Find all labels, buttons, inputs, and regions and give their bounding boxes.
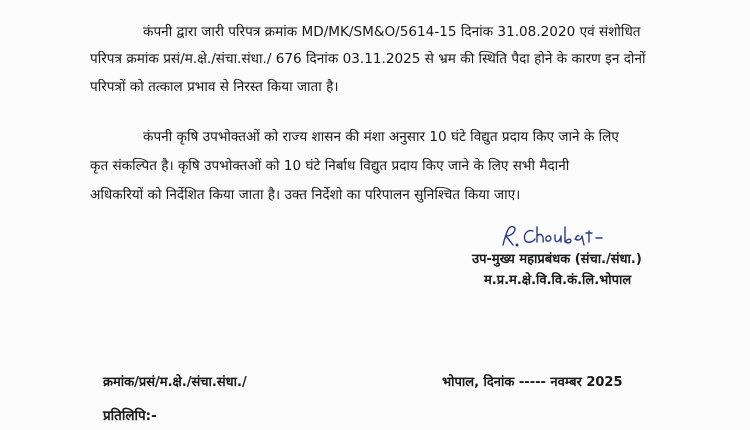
paragraph2-line1: कंपनी कृषि उपभोक्तओं को राज्य शासन की मंशा अनुसार 10 घंटे विद्युत प्रदाय किए जाने के लिए (143, 129, 619, 145)
signatory-office: म.प्र.म.क्षे.वि.वि.कं.लि.भोपाल (484, 273, 632, 288)
copy-to-label: प्रतिलिपि:- (103, 408, 157, 424)
handwritten-signature (499, 223, 609, 251)
paragraph1-line2: परिपत्र क्रमांक प्रसं/म.क्षे./संचा.संधा./ 676 दिनांक 03.11.2025 से भ्रम की स्थिति पैदा होने के कारण इन दोनों (90, 51, 646, 67)
paragraph2-line3: अधिकरियों को निर्देशित किया जाता है। उक्त निर्देशो का परिपालन सुनिश्चित किया जाए। (90, 187, 521, 203)
reference-number: क्रमांक/प्रसं/म.क्षे./संचा.संधा./ (103, 375, 247, 390)
paragraph1-line3: परिपत्रों को तत्काल प्रभाव से निरस्त किया जाता है। (90, 79, 339, 95)
place-and-date: भोपाल, दिनांक ----- नवम्बर 2025 (442, 375, 623, 390)
signatory-designation: उप-मुख्य महाप्रबंधक (संचा./संधा.) (472, 252, 642, 267)
paragraph2-line2: कृत संकल्पित है। कृषि उपभोक्तओं को 10 घंटे निर्बाध विद्युत प्रदाय किए जाने के लिए सभी मैदानी (90, 158, 570, 174)
paragraph1-line1: कंपनी द्वारा जारी परिपत्र क्रमांक MD/MK/SM&O/5614-15 दिनांक 31.08.2020 एवं संशोधित (143, 24, 641, 40)
